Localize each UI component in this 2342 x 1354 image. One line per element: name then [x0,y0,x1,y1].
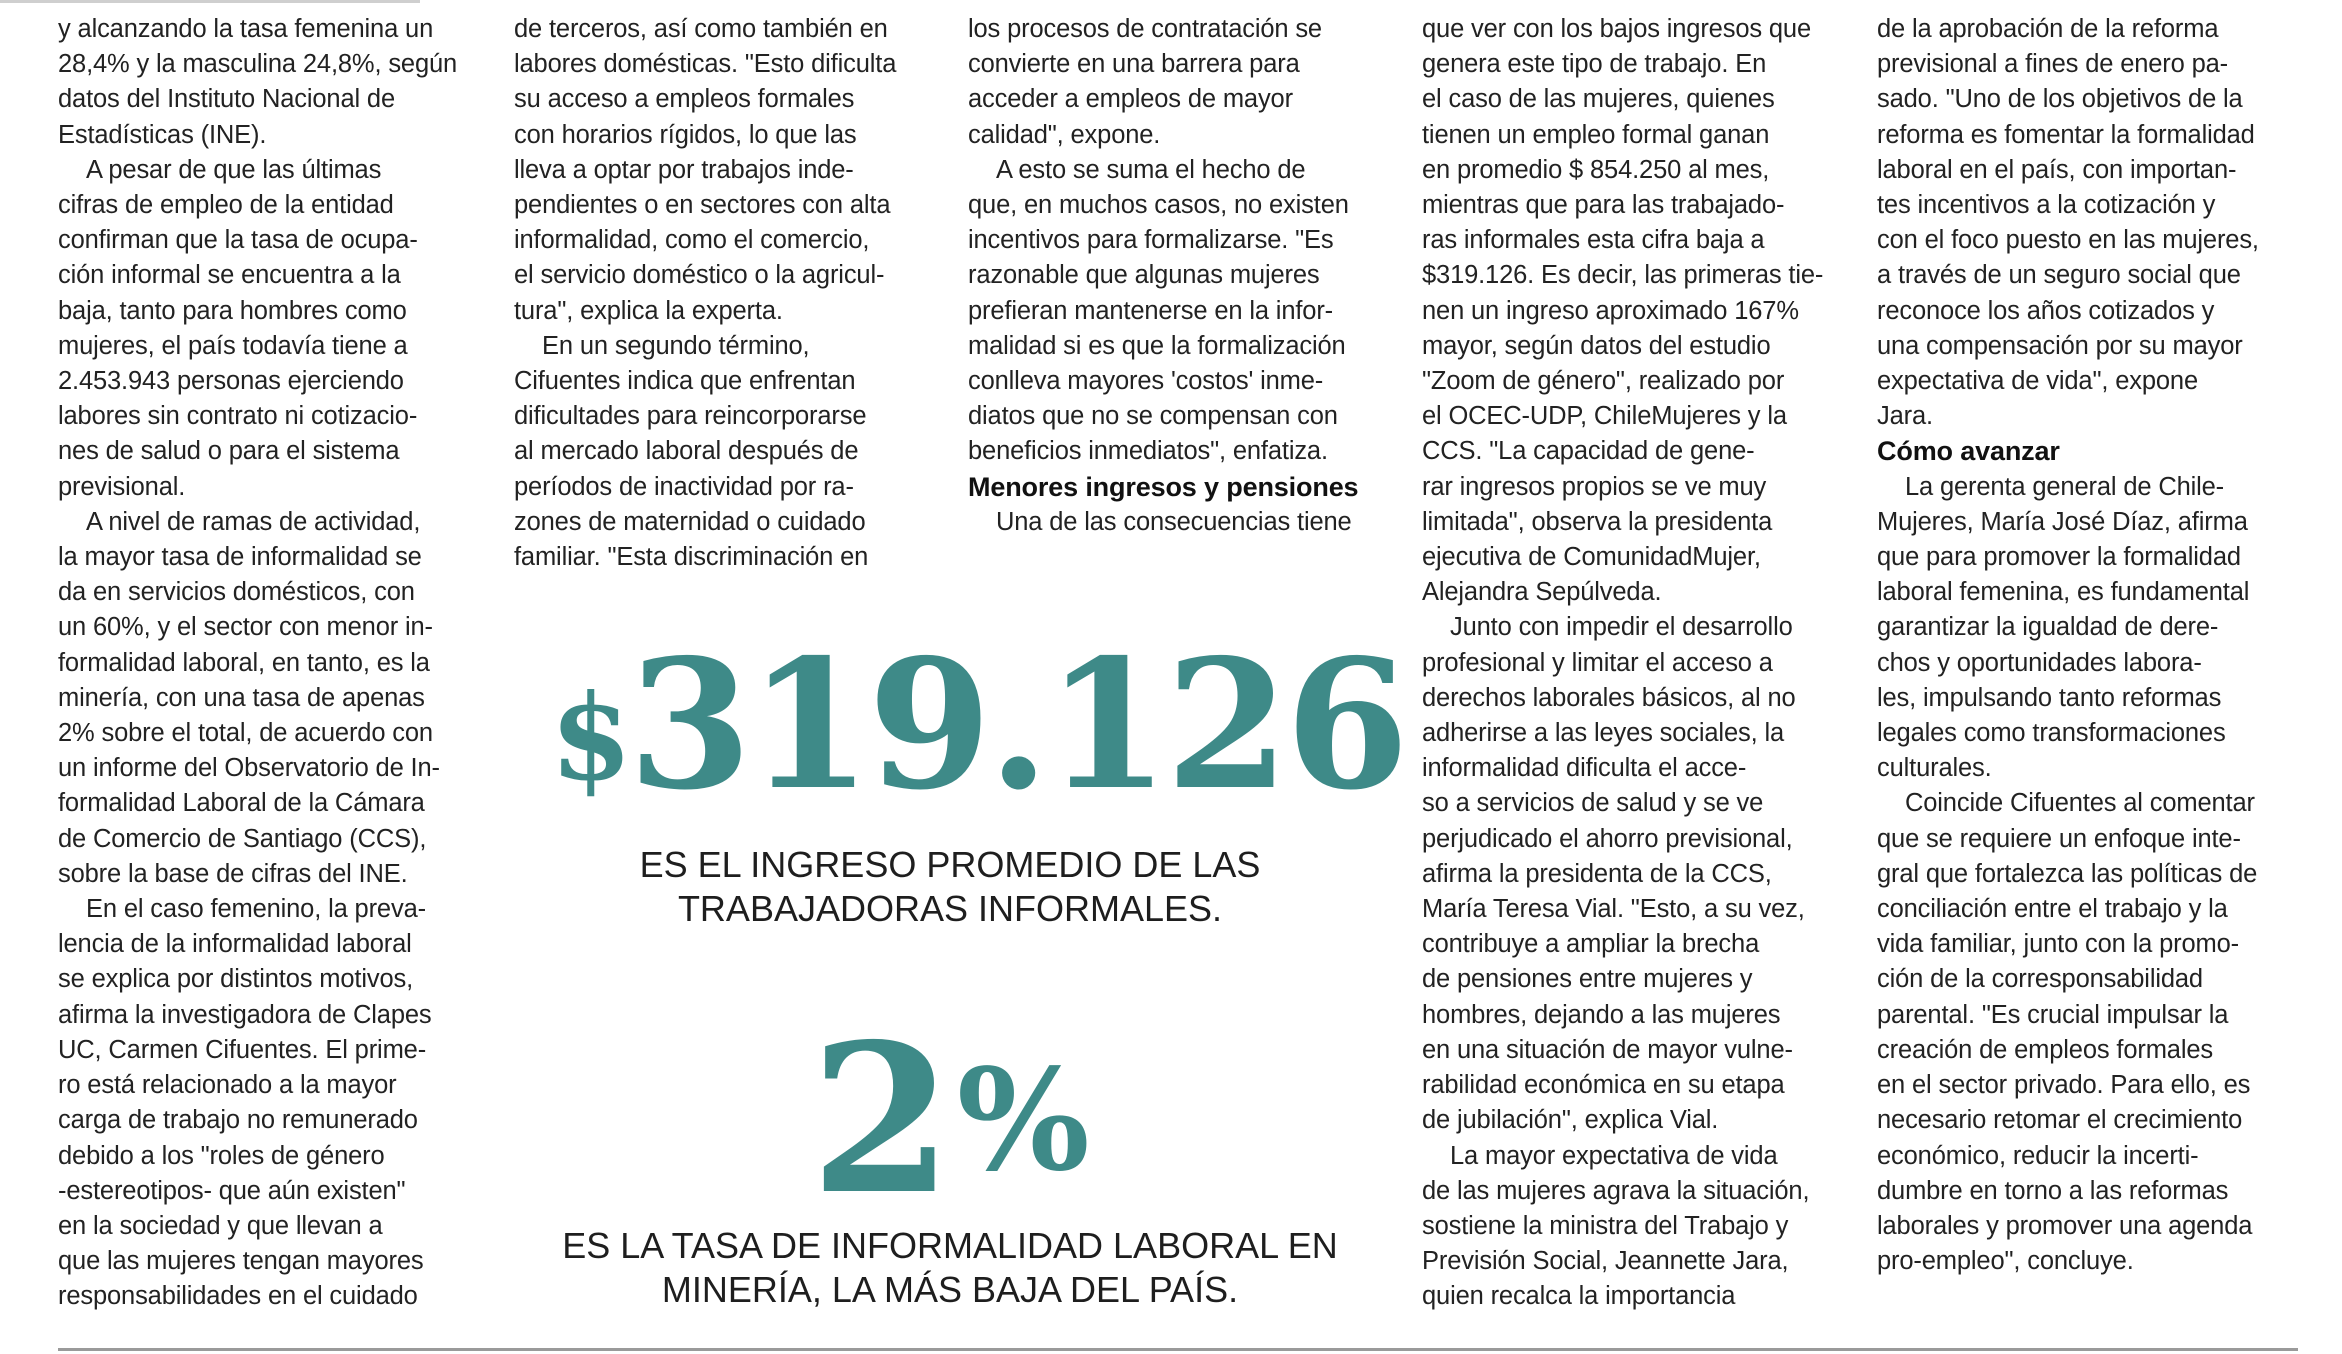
text-line: A pesar de que las últimas [86,155,382,184]
income-stat-currency: $ [550,668,629,807]
text-line: que las mujeres tengan mayores [58,1247,424,1276]
text-line: que ver con los bajos ingresos que [1422,15,1811,43]
text-line: chos y oportunidades labora- [1877,648,2202,677]
text-line: profesional y limitar el acceso a [1422,648,1773,677]
income-stat-caption [500,843,1400,931]
text-line: quien recalca la importancia [1422,1282,1736,1311]
income-stat-number: 319.126 [628,620,1406,829]
text-line: nes de salud o para el sistema [58,437,400,466]
text-line: el servicio doméstico o la agricul- [514,261,885,290]
mining-stat-number: 2 [810,1000,953,1240]
text-line: carga de trabajo no remunerado [58,1106,418,1135]
text-line: en el sector privado. Para ello, es [1877,1071,2251,1100]
text-line: Junto con impedir el desarrollo [1450,613,1793,642]
mining-stat-unit: % [956,1039,1090,1203]
text-line: previsional. [58,472,186,501]
article-column-1 [58,12,498,1315]
text-line: contribuye a ampliar la brecha [1422,930,1760,959]
text-line: Previsión Social, Jeannette Jara, [1422,1247,1789,1276]
text-line: UC, Carmen Cifuentes. El prime- [58,1035,427,1064]
mining-stat-caption-line-2: MINERÍA, LA MÁS BAJA DEL PAÍS. [661,1269,1239,1310]
text-line: da en servicios domésticos, con [58,578,415,607]
text-line: con el foco puesto en las mujeres, [1877,226,2259,255]
text-line: calidad", expone. [968,120,1161,149]
text-line: que, en muchos casos, no existen [968,191,1349,220]
text-line: reforma es fomentar la formalidad [1877,120,2255,149]
text-line: confirman que la tasa de ocupa- [58,226,418,255]
article-column-5 [1877,12,2317,1279]
text-line: derechos laborales básicos, al no [1422,683,1796,712]
text-line: labores sin contrato ni cotizacio- [58,402,418,431]
text-line: que se requiere un enfoque inte- [1877,824,2241,853]
text-line: sado. "Uno de los objetivos de la [1877,85,2243,114]
text-line: incentivos para formalizarse. "Es [968,226,1334,255]
text-line: rar ingresos propios se ve muy [1422,472,1767,501]
section-heading: Menores ingresos y pensiones [968,471,1359,502]
mining-stat-figure [700,1000,1200,1240]
text-line: necesario retomar el crecimiento [1877,1106,2243,1135]
text-line: $319.126. Es decir, las primeras tie- [1422,261,1824,290]
text-line: afirma la investigadora de Clapes [58,1000,432,1029]
text-line: con horarios rígidos, lo que las [514,120,857,149]
text-line: en una situación de mayor vulne- [1422,1035,1793,1064]
text-line: previsional a fines de enero pa- [1877,50,2229,79]
text-line: los procesos de contratación se [968,15,1322,43]
text-line: formalidad laboral, en tanto, es la [58,648,430,677]
mining-stat-caption-line-1: ES LA TASA DE INFORMALIDAD LABORAL EN [562,1225,1338,1266]
text-line: sostiene la ministra del Trabajo y [1422,1211,1789,1240]
text-line: tura", explica la experta. [514,296,783,325]
text-line: debido a los "roles de género [58,1141,385,1170]
text-line: Jara. [1877,402,1933,431]
text-line: familiar. "Esta discriminación en [514,543,869,572]
text-line: perjudicado el ahorro previsional, [1422,824,1793,853]
text-line: se explica por distintos motivos, [58,965,414,994]
text-line: convierte en una barrera para [968,50,1300,79]
text-line: Cifuentes indica que enfrentan [514,367,856,396]
text-line: dificultades para reincorporarse [514,402,867,431]
text-line: mientras que para las trabajado- [1422,191,1785,220]
text-line: conciliación entre el trabajo y la [1877,895,2228,924]
text-line: vida familiar, junto con la promo- [1877,930,2239,959]
text-line: de terceros, así como también en [514,15,888,43]
text-line: limitada", observa la presidenta [1422,507,1773,536]
text-line: períodos de inactividad por ra- [514,472,854,501]
text-line: "Zoom de género", realizado por [1422,367,1785,396]
text-line: sobre la base de cifras del INE. [58,859,408,888]
text-line: malidad si es que la formalización [968,331,1346,360]
article-column-4 [1422,12,1862,1315]
text-line: En un segundo término, [542,331,810,360]
text-line: 2% sobre el total, de acuerdo con [58,719,433,748]
text-line: CCS. "La capacidad de gene- [1422,437,1755,466]
text-line: nen un ingreso aproximado 167% [1422,296,1799,325]
text-line: a través de un seguro social que [1877,261,2241,290]
text-line: de Comercio de Santiago (CCS), [58,824,427,853]
text-line: culturales. [1877,754,1992,783]
article-column-2 [514,12,954,575]
text-line: Alejandra Sepúlveda. [1422,578,1662,607]
text-line: afirma la presidenta de la CCS, [1422,859,1772,888]
text-line: Estadísticas (INE). [58,120,267,149]
text-line: laboral en el país, con importan- [1877,155,2237,184]
text-line: gral que fortalezca las políticas de [1877,859,2258,888]
text-line: expectativa de vida", expone [1877,367,2198,396]
article-column-3 [968,12,1408,540]
text-line: laboral femenina, es fundamental [1877,578,2250,607]
text-line: de la aprobación de la reforma [1877,15,2219,43]
text-line: En el caso femenino, la preva- [86,895,426,924]
text-line: lleva a optar por trabajos inde- [514,155,854,184]
text-line: datos del Instituto Nacional de [58,85,395,114]
income-stat-caption-line-1: ES EL INGRESO PROMEDIO DE LAS [639,844,1261,885]
text-line: ción de la corresponsabilidad [1877,965,2203,994]
text-line: informalidad, como el comercio, [514,226,870,255]
text-line: de jubilación", explica Vial. [1422,1106,1719,1135]
text-line: mayor, según datos del estudio [1422,331,1771,360]
text-line: Mujeres, María José Díaz, afirma [1877,507,2248,536]
text-line: la mayor tasa de informalidad se [58,543,422,572]
text-line: María Teresa Vial. "Esto, a su vez, [1422,895,1805,924]
text-line: La gerenta general de Chile- [1905,472,2225,501]
text-line: el OCEC-UDP, ChileMujeres y la [1422,402,1787,431]
text-line: ras informales esta cifra baja a [1422,226,1765,255]
text-line: parental. "Es crucial impulsar la [1877,1000,2229,1029]
text-line: ción informal se encuentra a la [58,261,401,290]
text-line: 2.453.943 personas ejerciendo [58,367,404,396]
text-line: económico, reducir la incerti- [1877,1141,2199,1170]
text-line: formalidad Laboral de la Cámara [58,789,425,818]
text-line: prefieran mantenerse en la infor- [968,296,1333,325]
bottom-rule [58,1348,2298,1351]
text-line: pendientes o en sectores con alta [514,191,891,220]
text-line: La mayor expectativa de vida [1450,1141,1778,1170]
text-line: de pensiones entre mujeres y [1422,965,1753,994]
text-line: minería, con una tasa de apenas [58,683,425,712]
text-line: mujeres, el país todavía tiene a [58,331,408,360]
text-line: dumbre en torno a las reformas [1877,1176,2229,1205]
income-stat-figure [550,620,1406,833]
text-line: beneficios inmediatos", enfatiza. [968,437,1328,466]
text-line: en la sociedad y que llevan a [58,1211,383,1240]
text-line: tes incentivos a la cotización y [1877,191,2216,220]
text-line: Coincide Cifuentes al comentar [1905,789,2255,818]
text-line: tienen un empleo formal ganan [1422,120,1770,149]
text-line: diatos que no se compensan con [968,402,1338,431]
text-line: cifras de empleo de la entidad [58,191,394,220]
text-line: que para promover la formalidad [1877,543,2241,572]
text-line: en promedio $ 854.250 al mes, [1422,155,1770,184]
text-line: hombres, dejando a las mujeres [1422,1000,1781,1029]
text-line: conlleva mayores 'costos' inme- [968,367,1324,396]
text-line: garantizar la igualdad de dere- [1877,613,2219,642]
text-line: 28,4% y la masculina 24,8%, según [58,50,458,79]
text-line: ejecutiva de ComunidadMujer, [1422,543,1761,572]
text-line: labores domésticas. "Esto dificulta [514,50,897,79]
text-line: genera este tipo de trabajo. En [1422,50,1767,79]
text-line: A esto se suma el hecho de [996,155,1306,184]
text-line: un 60%, y el sector con menor in- [58,613,433,642]
text-line: les, impulsando tanto reformas [1877,683,2222,712]
top-rule [0,0,420,3]
text-line: razonable que algunas mujeres [968,261,1320,290]
income-stat-caption-line-2: TRABAJADORAS INFORMALES. [677,888,1223,929]
text-line: ro está relacionado a la mayor [58,1071,397,1100]
text-line: A nivel de ramas de actividad, [86,507,421,536]
text-line: acceder a empleos de mayor [968,85,1293,114]
text-line: lencia de la informalidad laboral [58,930,412,959]
mining-stat-caption [500,1224,1400,1312]
text-line: y alcanzando la tasa femenina un [58,15,434,43]
text-line: so a servicios de salud y se ve [1422,789,1764,818]
text-line: informalidad dificulta el acce- [1422,754,1747,783]
text-line: reconoce los años cotizados y [1877,296,2215,325]
text-line: adherirse a las leyes sociales, la [1422,719,1784,748]
text-line: creación de empleos formales [1877,1035,2213,1064]
text-line: el caso de las mujeres, quienes [1422,85,1775,114]
text-line: Una de las consecuencias tiene [996,507,1352,536]
text-line: una compensación por su mayor [1877,331,2243,360]
text-line: de las mujeres agrava la situación, [1422,1176,1810,1205]
text-line: su acceso a empleos formales [514,85,855,114]
section-heading: Cómo avanzar [1877,436,2060,467]
text-line: baja, tanto para hombres como [58,296,407,325]
text-line: -estereotipos- que aún existen" [58,1176,406,1205]
text-line: pro-empleo", concluye. [1877,1247,2134,1276]
text-line: legales como transformaciones [1877,719,2226,748]
text-line: responsabilidades en el cuidado [58,1282,418,1311]
text-line: un informe del Observatorio de In- [58,754,440,783]
text-line: rabilidad económica en su etapa [1422,1071,1785,1100]
text-line: al mercado laboral después de [514,437,859,466]
text-line: laborales y promover una agenda [1877,1211,2253,1240]
text-line: zones de maternidad o cuidado [514,507,866,536]
